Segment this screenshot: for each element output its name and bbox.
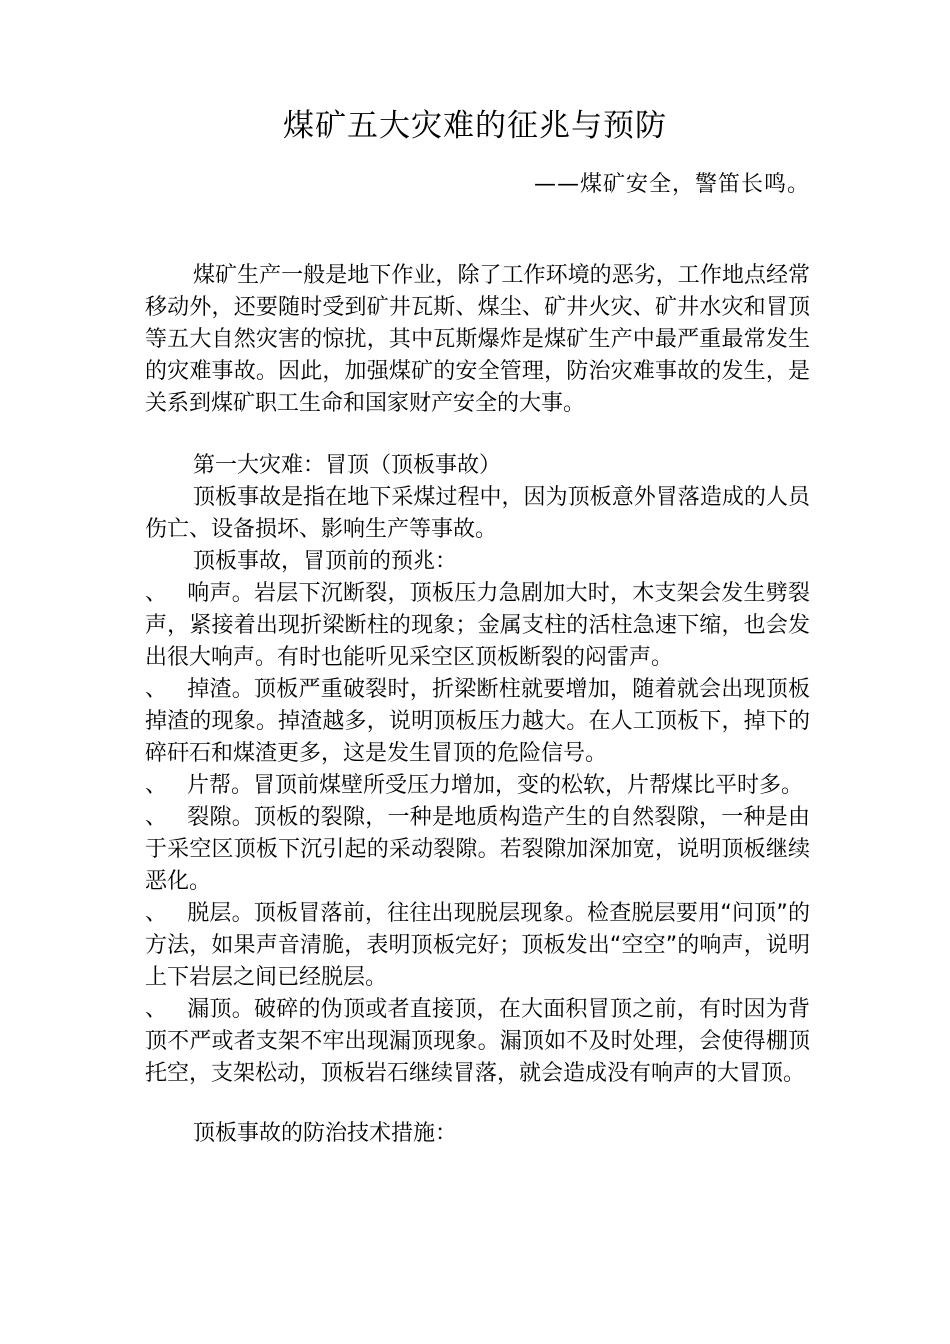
intro-paragraph: 煤矿生产一般是地下作业，除了工作环境的恶劣，工作地点经常移动外，还要随时受到矿井瓦斯、煤尘、矿井火灾、矿井水灾和冒顶等五大自然灾害的惊扰，其中瓦斯爆炸是煤矿生产中最严重最常发生的灾难事故。因此，加强煤矿的安全管理，防治灾难事故的发生，是关系到煤矿职工生命和国家财产安全的大事。 xyxy=(145,263,810,416)
list-marker: 、 xyxy=(145,805,168,830)
list-item-text: 漏顶。破碎的伪顶或者直接顶，在大面积冒顶之前，有时因为背顶不严或者支架不牢出现漏顶现象。漏顶如不及时处理，会使得棚顶托空，支架松动，顶板岩石继续冒落，就会造成没有响声的大冒顶。 xyxy=(145,997,810,1086)
list-marker: 、 xyxy=(145,901,168,926)
signs-heading: 顶板事故，冒顶前的预兆： xyxy=(193,549,458,574)
document-body xyxy=(145,260,810,1150)
list-item xyxy=(145,898,810,994)
list-marker: 、 xyxy=(145,581,168,606)
list-item xyxy=(145,802,810,898)
list-item-text: 裂隙。顶板的裂隙，一种是地质构造产生的自然裂隙，一种是由于采空区顶板下沉引起的采动裂隙。若裂隙加深加宽，说明顶板继续恶化。 xyxy=(145,805,810,894)
list-item-text: 脱层。顶板冒落前，往往出现脱层现象。检查脱层要用“问顶”的方法，如果声音清脆，表明顶板完好；顶板发出“空空”的响声，说明上下岩层之间已经脱层。 xyxy=(145,901,810,990)
measures-heading: 顶板事故的防治技术措施： xyxy=(193,1121,458,1146)
list-marker: 、 xyxy=(145,677,168,702)
list-item-text: 片帮。冒顶前煤壁所受压力增加，变的松软，片帮煤比平时多。 xyxy=(187,773,804,798)
section-heading: 第一大灾难：冒顶（顶板事故） xyxy=(193,453,502,478)
list-item xyxy=(145,578,810,674)
definition-paragraph: 顶板事故是指在地下采煤过程中，因为顶板意外冒落造成的人员伤亡、设备损坏、影响生产等事故。 xyxy=(145,485,810,542)
list-item-text: 掉渣。顶板严重破裂时，折梁断柱就要增加，随着就会出现顶板掉渣的现象。掉渣越多，说明顶板压力越大。在人工顶板下，掉下的碎矸石和煤渣更多，这是发生冒顶的危险信号。 xyxy=(145,677,810,766)
list-item xyxy=(145,994,810,1090)
document-title: 煤矿五大灾难的征兆与预防 xyxy=(283,108,667,144)
list-item-text: 响声。岩层下沉断裂，顶板压力急剧加大时，木支架会发生劈裂声，紧接着出现折梁断柱的现象；金属支柱的活柱急速下缩，也会发出很大响声。有时也能听见采空区顶板断裂的闷雷声。 xyxy=(145,581,810,670)
list-marker: 、 xyxy=(145,997,168,1022)
list-item xyxy=(145,674,810,770)
document-subtitle: ——煤矿安全，警笛长鸣。 xyxy=(533,172,810,197)
list-item xyxy=(145,770,810,802)
list-marker: 、 xyxy=(145,773,168,798)
